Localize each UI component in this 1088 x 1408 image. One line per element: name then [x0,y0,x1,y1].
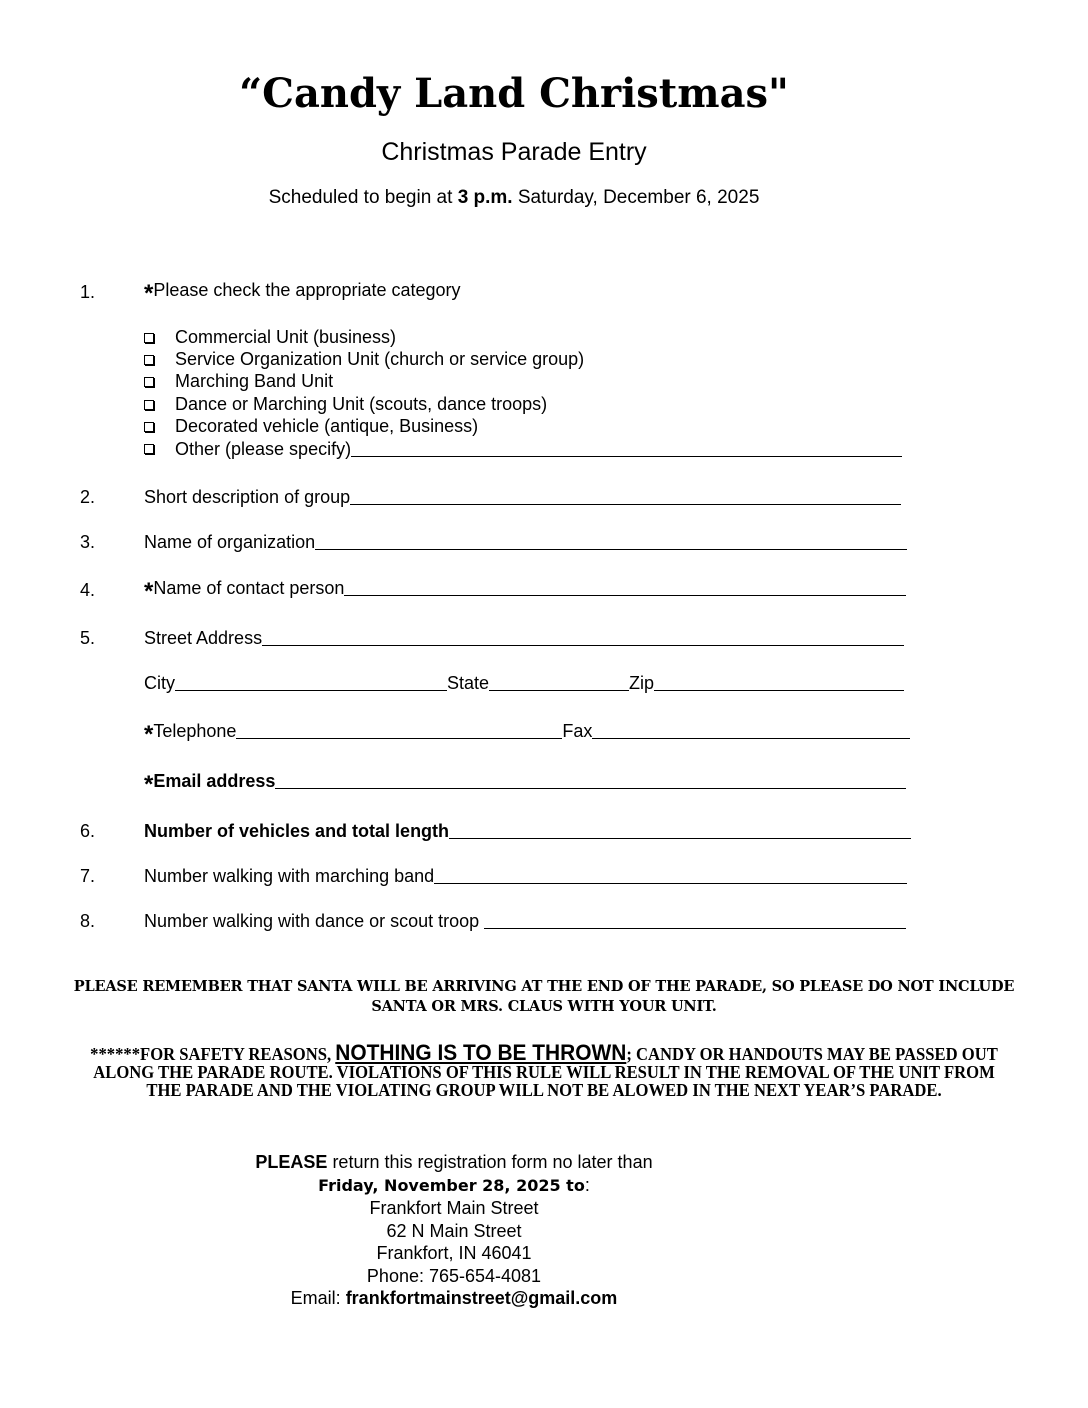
contact-field-row [144,578,906,605]
telephone-field[interactable] [236,738,562,739]
category-option-other[interactable] [144,438,902,460]
description-field[interactable] [350,504,901,505]
checkbox-icon[interactable] [144,377,154,387]
street-field-row [144,628,904,649]
email-link[interactable]: frankfortmainstreet@gmail.com [345,1288,618,1308]
schedule-prefix: Scheduled to begin at [268,187,458,208]
option-label: Decorated vehicle (antique, Business) [175,416,479,436]
return-phone: Phone: 765-654-4081 [366,1265,542,1286]
category-question [144,280,461,307]
form-title: “Candy Land Christmas" [239,70,789,117]
please-text: PLEASE [255,1152,328,1172]
santa-notice: PLEASE REMEMBER THAT SANTA WILL BE ARRIVING AT THE END OF THE PARADE, SO PLEASE DO NOT INCLUDE SANTA OR MRS. CLAUS WITH YOUR UNIT. [73,978,1015,1015]
phone-fax-row [144,721,910,748]
city-field[interactable] [175,690,447,691]
safety-notice [27,1040,1061,1100]
band-row [144,866,907,887]
checkbox-icon[interactable] [144,422,154,432]
vehicles-field[interactable] [449,838,911,839]
item-number: 4. [80,580,96,600]
item-number: 8. [80,911,96,931]
zip-field[interactable] [654,690,904,691]
checkbox-icon[interactable] [144,400,154,410]
option-label: Other (please specify) [175,438,352,459]
item-label: Street Address [144,628,263,648]
state-label: State [447,673,490,693]
category-option[interactable] [144,371,333,392]
troop-row [144,911,906,932]
form-subtitle: Christmas Parade Entry [381,138,647,166]
return-line [0,1151,998,1174]
organization-field-row [144,532,907,553]
city-label: City [144,673,175,693]
option-label: Service Organization Unit (church or service group) [175,349,585,369]
return-org: Frankfort Main Street [369,1198,539,1218]
safety-emphasis: NOTHING IS TO BE THROWN [335,1040,627,1065]
street-address-field[interactable] [262,645,904,646]
item-number: 2. [80,487,96,507]
category-option[interactable] [144,416,478,437]
return-info [0,1151,998,1310]
return-text: return this registration form no later than [327,1152,653,1172]
schedule-time: 3 p.m. [457,187,513,208]
contact-field[interactable] [344,595,906,596]
item-label: Number walking with dance or scout troop [144,911,485,931]
required-mark: * [144,578,154,605]
category-option[interactable] [144,349,584,370]
category-option[interactable] [144,327,396,348]
email-row [144,771,906,798]
item-label: Name of organization [144,532,316,552]
email-label: Email address [153,771,276,791]
option-label: Dance or Marching Unit (scouts, dance troops) [175,394,548,414]
email-field[interactable] [275,788,906,789]
option-label: Commercial Unit (business) [175,327,397,347]
item-number: 7. [80,866,96,886]
city-state-zip-row [144,673,904,694]
item-number: 5. [80,628,96,648]
checkbox-icon[interactable] [144,355,154,365]
other-field[interactable] [351,456,902,457]
option-label: Marching Band Unit [175,371,334,391]
email-label: Email: [290,1288,346,1308]
description-field-row [144,487,901,508]
organization-field[interactable] [315,549,907,550]
zip-label: Zip [629,673,655,693]
deadline: Friday, November 28, 2025 to [318,1175,585,1195]
return-street: 62 N Main Street [386,1220,522,1241]
item-number: 3. [80,532,96,552]
item-label: Number of vehicles and total length [144,821,450,841]
item-label: Please check the appropriate category [153,280,461,300]
return-city: Frankfort, IN 46041 [376,1243,532,1263]
item-number: 1. [80,282,96,302]
required-mark: * [144,280,154,307]
safety-prefix: ******FOR SAFETY REASONS, [90,1044,336,1064]
item-label: Number walking with marching band [144,866,435,886]
safety-rest: ; CANDY OR HANDOUTS MAY BE PASSED OUT ALONG THE PARADE ROUTE. VIOLATIONS OF THIS RULE WILL RESULT IN THE REMOVAL OF THE UNIT FROM THE PARADE AND THE VIOLATING GROUP WILL NOT BE ALOWED IN THE NEXT YEAR’S PARADE. [93,1044,998,1100]
required-mark: * [144,721,154,748]
state-field[interactable] [489,690,629,691]
item-label: Short description of group [144,487,351,507]
band-count-field[interactable] [434,883,907,884]
troop-count-field[interactable] [484,928,906,929]
required-mark: * [144,771,154,798]
email-line [0,1287,998,1310]
fax-label: Fax [562,721,593,741]
category-option[interactable] [144,394,547,415]
deadline-line [0,1174,998,1198]
colon: : [584,1174,590,1195]
telephone-label: Telephone [153,721,237,741]
item-number: 6. [80,821,96,841]
fax-field[interactable] [592,738,910,739]
checkbox-icon[interactable] [144,333,154,343]
item-label: Name of contact person [153,578,345,598]
checkbox-icon[interactable] [144,444,154,454]
schedule-text [0,187,1058,209]
vehicles-row [144,821,911,842]
schedule-date: Saturday, December 6, 2025 [512,187,760,208]
